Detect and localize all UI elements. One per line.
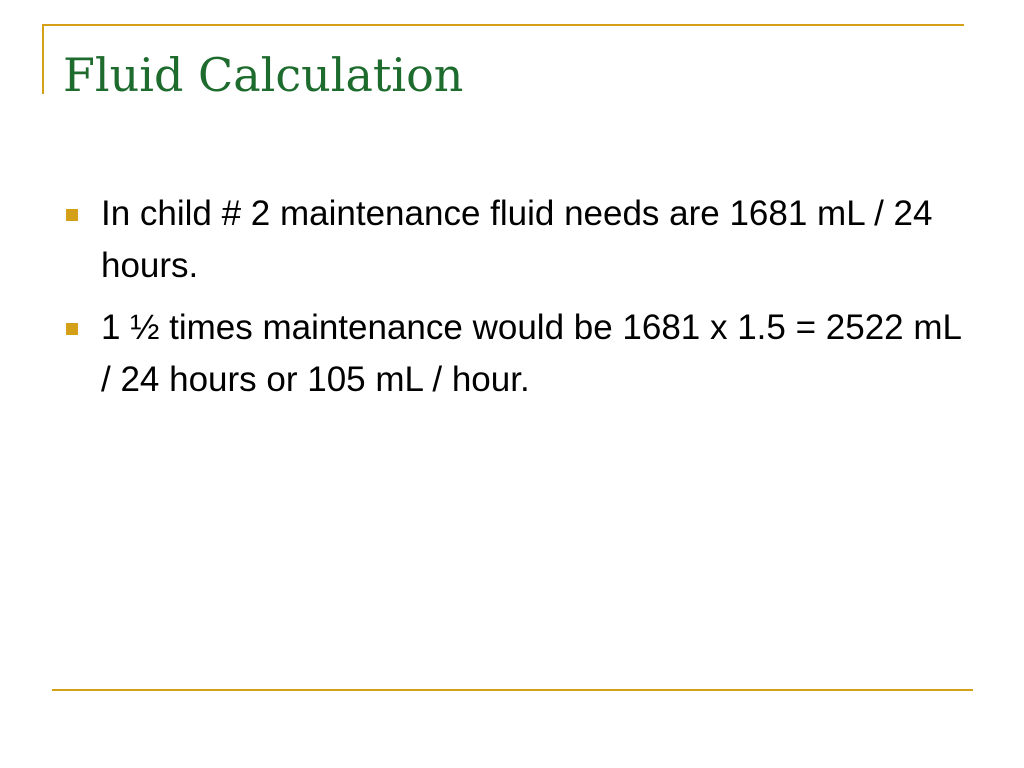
square-bullet-icon xyxy=(66,209,78,221)
square-bullet-icon xyxy=(66,323,78,335)
slide-title: Fluid Calculation xyxy=(63,48,464,102)
top-rule xyxy=(42,24,964,26)
bullet-item xyxy=(62,188,972,292)
bullet-item xyxy=(62,302,972,406)
bullet-text: In child # 2 maintenance fluid needs are 1681 mL / 24 hours. xyxy=(101,194,933,285)
bullet-list xyxy=(62,188,972,416)
bottom-rule xyxy=(52,689,973,691)
left-rule xyxy=(42,24,44,94)
bullet-text: 1 ½ times maintenance would be 1681 x 1.5 = 2522 mL / 24 hours or 105 mL / hour. xyxy=(101,308,961,399)
